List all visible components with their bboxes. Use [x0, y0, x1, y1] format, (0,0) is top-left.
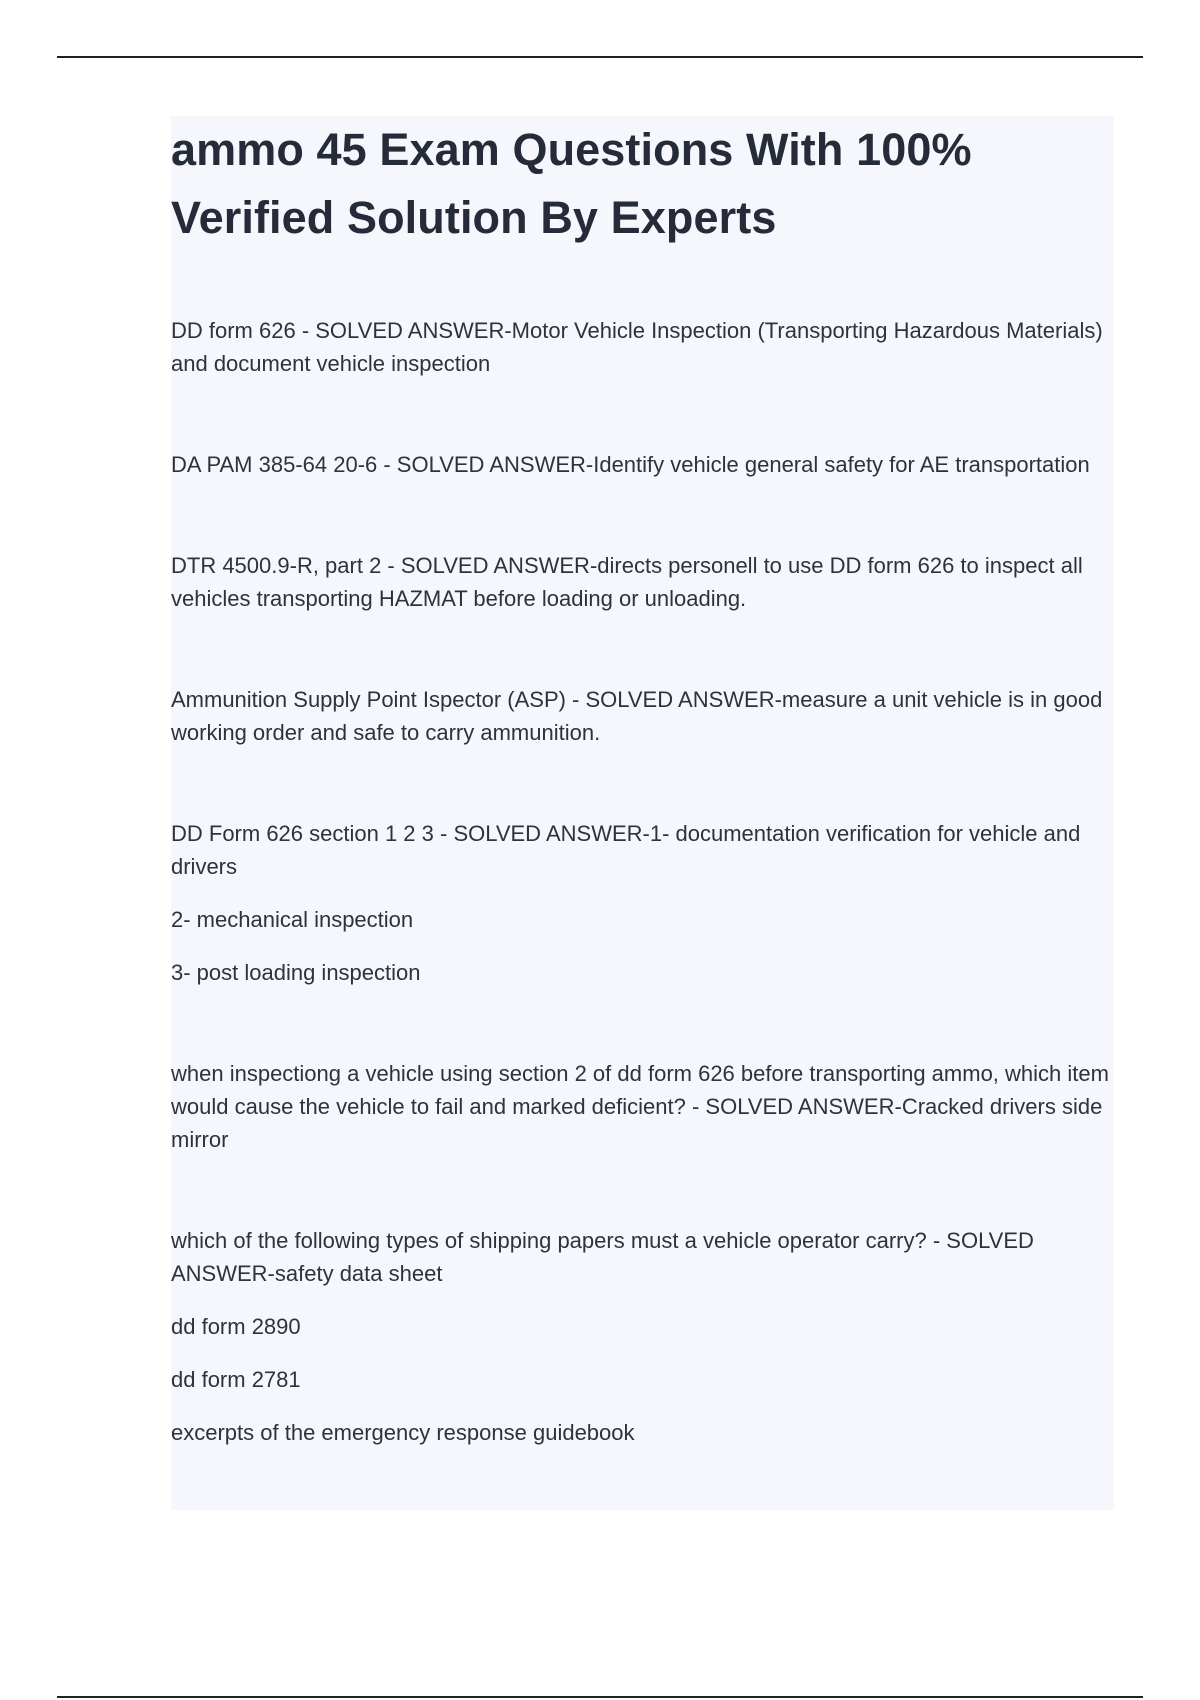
qa-item — [171, 817, 1114, 989]
qa-text: Ammunition Supply Point Ispector (ASP) - SOLVED ANSWER-measure a unit vehicle is in good working order and safe to carry ammunition. — [171, 687, 1103, 745]
qa-text: DTR 4500.9-R, part 2 - SOLVED ANSWER-directs personell to use DD form 626 to inspect all vehicles transporting HAZMAT before loading or unloading. — [171, 553, 1083, 611]
qa-text: when inspectiong a vehicle using section 2 of dd form 626 before transporting ammo, which item would cause the vehicle to fail and marked deficient? - SOLVED ANSWER-Cracked drivers side mirror — [171, 1061, 1109, 1152]
qa-text: which of the following types of shipping papers must a vehicle operator carry? - SOLVED ANSWER-safety data sheet — [171, 1228, 1034, 1286]
qa-item — [171, 683, 1114, 749]
qa-list — [171, 314, 1114, 1449]
qa-answer-line: 3- post loading inspection — [171, 960, 421, 985]
qa-item — [171, 1224, 1114, 1449]
qa-item — [171, 1057, 1114, 1156]
qa-item — [171, 314, 1114, 380]
top-divider — [57, 56, 1143, 58]
qa-text: DD Form 626 section 1 2 3 - SOLVED ANSWER-1- documentation verification for vehicle and drivers — [171, 821, 1081, 879]
qa-text: DD form 626 - SOLVED ANSWER-Motor Vehicle Inspection (Transporting Hazardous Materials) and document vehicle inspection — [171, 318, 1103, 376]
document-title: ammo 45 Exam Questions With 100% Verified Solution By Experts — [171, 124, 972, 243]
qa-item — [171, 549, 1114, 615]
bottom-divider — [57, 1696, 1143, 1698]
document-content — [171, 116, 1114, 1510]
qa-item — [171, 448, 1114, 481]
qa-answer-line: dd form 2781 — [171, 1367, 301, 1392]
qa-answer-line: dd form 2890 — [171, 1314, 301, 1339]
qa-answer-line: excerpts of the emergency response guidebook — [171, 1420, 635, 1445]
qa-text: DA PAM 385-64 20-6 - SOLVED ANSWER-Identify vehicle general safety for AE transportation — [171, 452, 1090, 477]
qa-answer-line: 2- mechanical inspection — [171, 907, 414, 932]
